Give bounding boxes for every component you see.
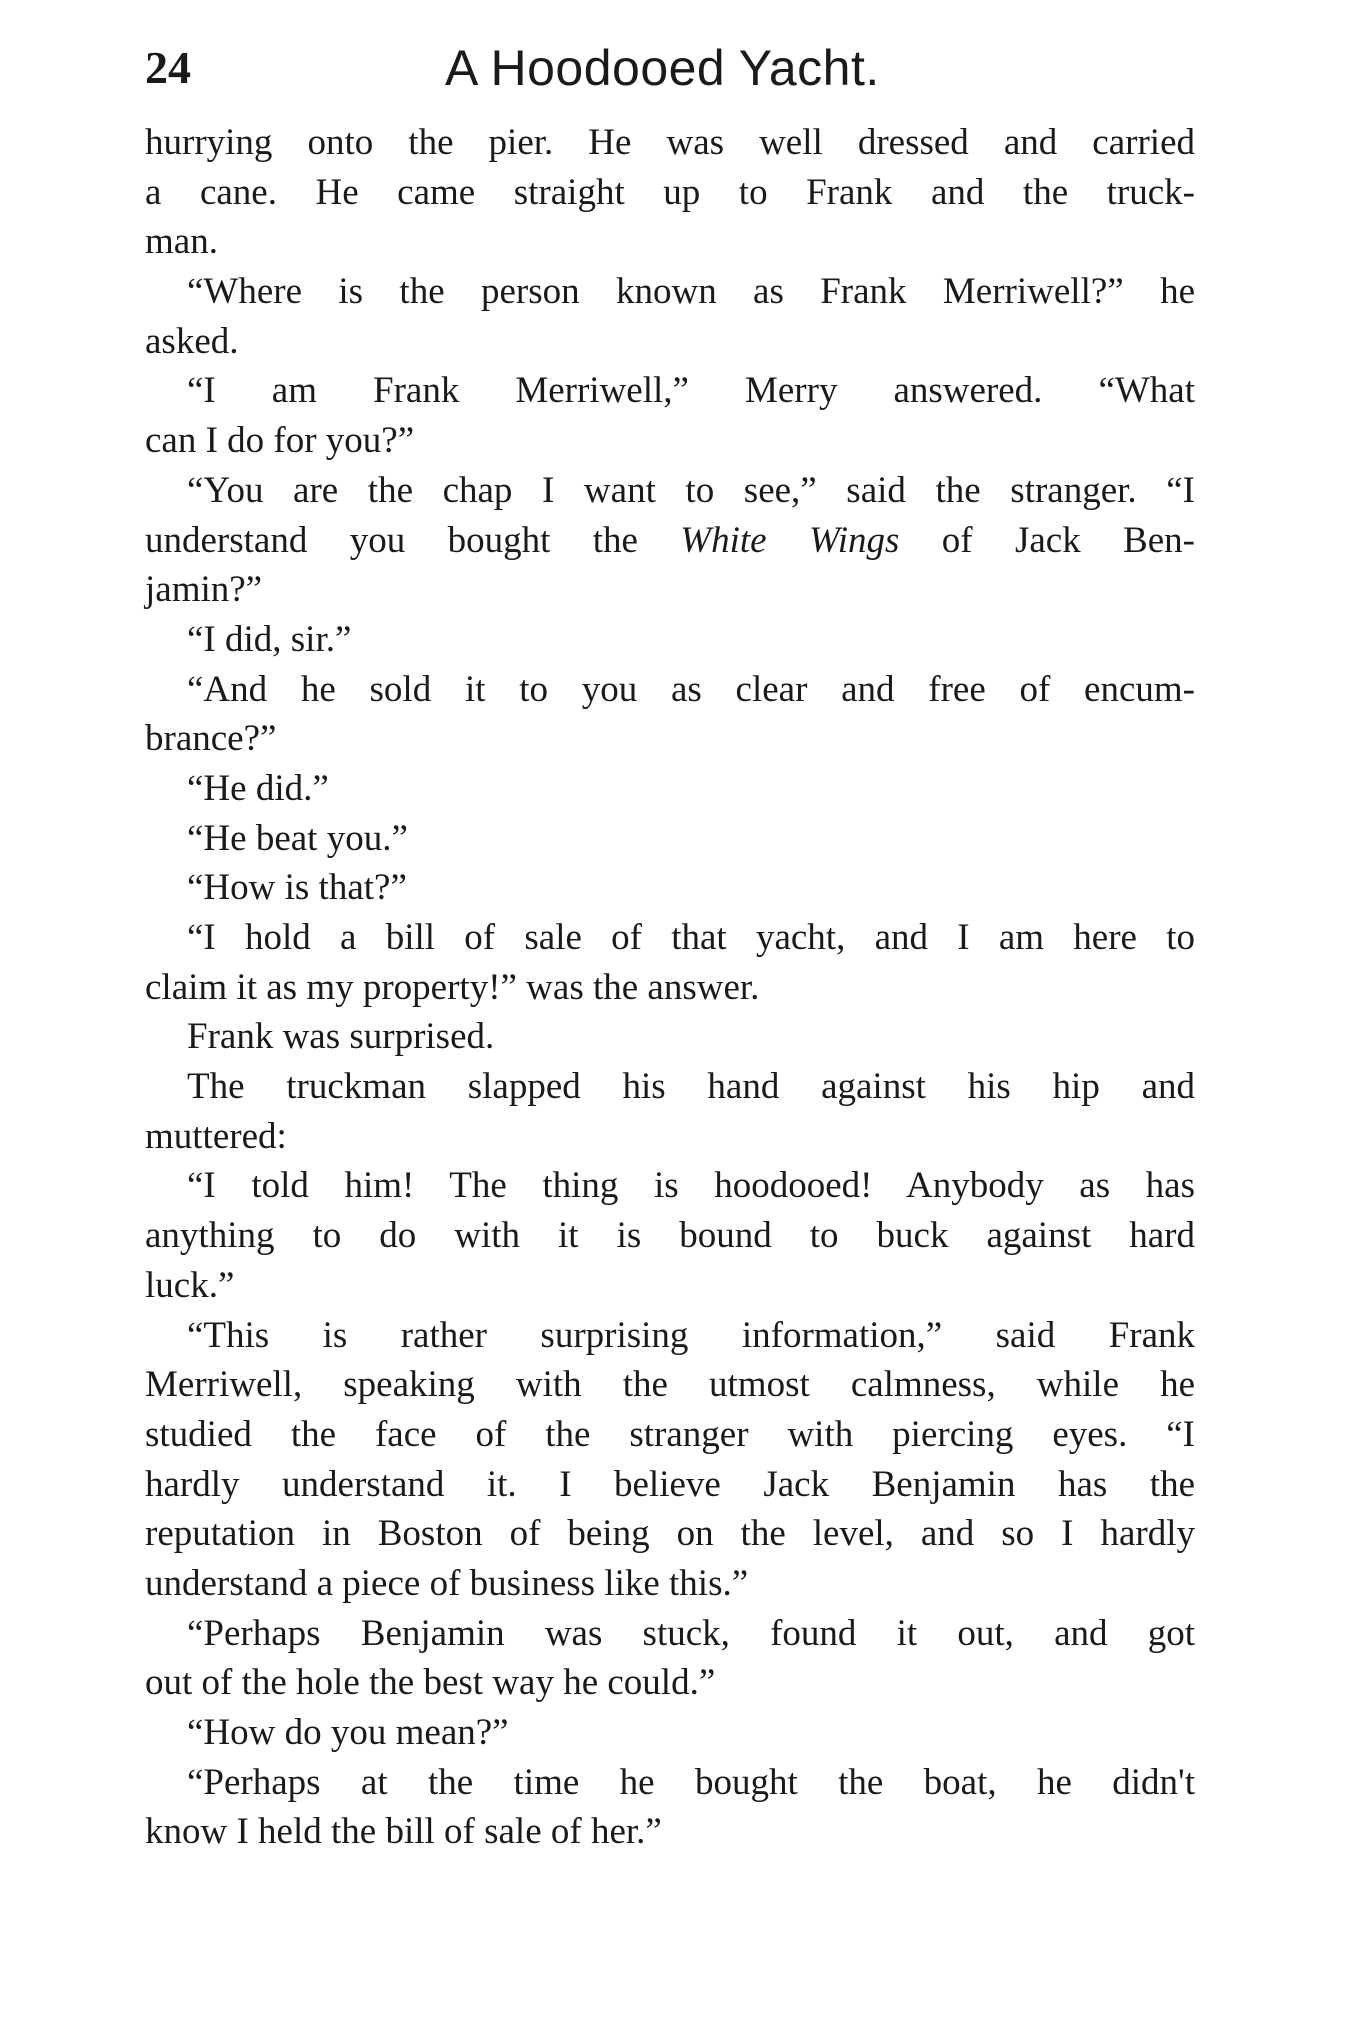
text-line: Merriwell, speaking with the utmost calmness, while he [145, 1364, 1195, 1406]
text-line: “And he sold it to you as clear and free of encum- [187, 668, 1195, 710]
text-line: “I hold a bill of sale of that yacht, and I am here to [187, 917, 1195, 958]
text-line: reputation in Boston of being on the level, and so I hardly [145, 1513, 1195, 1555]
text-line: “This is rather surprising information,” said Frank [187, 1314, 1195, 1356]
text-line: asked. [145, 320, 239, 362]
text-segment: of Jack Ben- [899, 519, 1195, 561]
text-line: a cane. He came straight up to Frank and the truck- [145, 171, 1195, 213]
text-line: “Where is the person known as Frank Merriwell?” he [187, 271, 1195, 313]
text-line: know I held the bill of sale of her.” [145, 1811, 662, 1853]
text-line: anything to do with it is bound to buck against hard [145, 1215, 1195, 1257]
page-header [145, 28, 1195, 108]
text-line: “You are the chap I want to see,” said the stranger. “I [187, 469, 1195, 511]
text-line: “I told him! The thing is hoodooed! Anybody as has [187, 1165, 1195, 1207]
body-text [145, 118, 1195, 1857]
text-line: jamin?” [145, 569, 263, 611]
text-line: The truckman slapped his hand against his hip and [187, 1066, 1195, 1108]
text-line: muttered: [145, 1115, 287, 1157]
text-line: “How do you mean?” [187, 1712, 509, 1753]
text-line: understand a piece of business like this.” [145, 1562, 749, 1604]
text-line: “Perhaps Benjamin was stuck, found it out, and got [187, 1612, 1195, 1654]
text-line: claim it as my property!” was the answer. [145, 966, 760, 1008]
text-line: Frank was surprised. [187, 1016, 495, 1058]
text-line [145, 516, 1195, 566]
text-line: out of the hole the best way he could.” [145, 1662, 716, 1704]
text-line: can I do for you?” [145, 420, 415, 462]
text-line: “I am Frank Merriwell,” Merry answered. “What [187, 370, 1195, 412]
text-line: luck.” [145, 1264, 235, 1306]
text-line: brance?” [145, 718, 277, 760]
text-line: “Perhaps at the time he bought the boat, he didn't [187, 1761, 1195, 1803]
text-segment: understand you bought the [145, 519, 681, 561]
text-line: man. [145, 221, 218, 263]
text-line: “He did.” [187, 767, 329, 809]
text-line: studied the face of the stranger with piercing eyes. “I [145, 1413, 1195, 1455]
text-line: “I did, sir.” [187, 618, 352, 660]
text-line: “How is that?” [187, 867, 407, 909]
page-number: 24 [145, 42, 191, 93]
text-line: hardly understand it. I believe Jack Benjamin has the [145, 1463, 1195, 1505]
text-line: hurrying onto the pier. He was well dressed and carried [145, 122, 1195, 163]
yacht-name: White Wings [680, 519, 900, 561]
text-line: “He beat you.” [187, 817, 408, 859]
running-title: A Hoodooed Yacht. [445, 40, 880, 96]
